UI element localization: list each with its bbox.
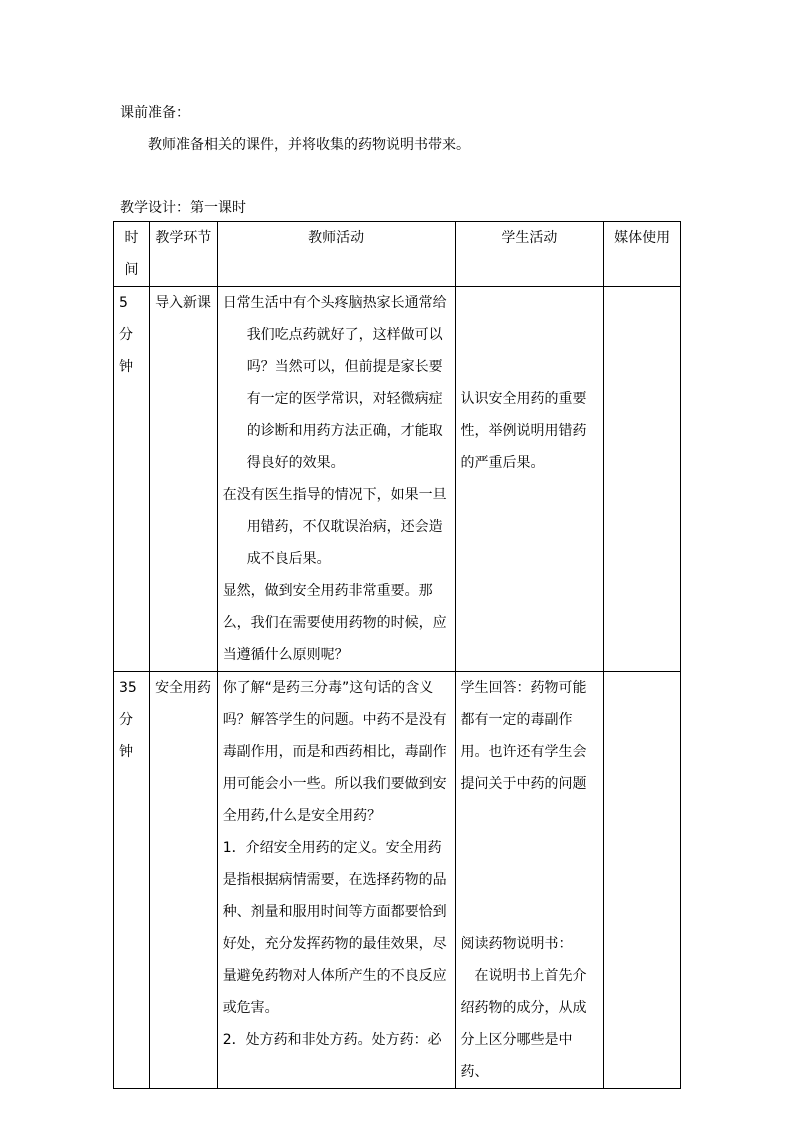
header-teacher: 教师活动: [217, 222, 455, 287]
prep-heading: 课前准备：: [120, 105, 190, 121]
teacher-paragraph: 2．处方药和非处方药。处方药：必: [222, 1032, 442, 1048]
teacher-paragraph: 显然，做到安全用药非常重要。那么，我们在需要使用药物的时候，应当遵循什么原则呢？: [222, 583, 447, 663]
design-heading: 教学设计：第一课时: [120, 200, 246, 216]
teacher-paragraph: 你了解“是药三分毒”这句话的含义吗？解答学生的问题。中药不是没有毒副作用，而是和西药相比，毒副作用可能会小一些。所以我们要做到安全用药,什么是安全用药？: [222, 680, 447, 824]
header-media: 媒体使用: [604, 222, 681, 287]
cell-time: 5 分钟: [114, 287, 150, 672]
student-paragraph: 在说明书上首先介绍药物的成分，从成分上区分哪些是中药、: [460, 968, 587, 1080]
table-header-row: [114, 222, 681, 287]
prep-body: 教师准备相关的课件，并将收集的药物说明书带来。: [148, 137, 470, 153]
student-paragraph: 阅读药物说明书：: [460, 936, 573, 952]
cell-time: 35 分钟: [114, 672, 150, 1089]
cell-media: [604, 287, 681, 672]
header-student: 学生活动: [455, 222, 604, 287]
cell-media: [604, 672, 681, 1089]
header-time: 时间: [114, 222, 150, 287]
cell-teacher: [217, 672, 455, 1089]
table-row: [114, 672, 681, 1089]
student-paragraph: 认识安全用药的重要性，举例说明用错药的严重后果。: [460, 391, 587, 471]
cell-step: 安全用药: [150, 672, 218, 1089]
cell-student: [455, 287, 604, 672]
teacher-paragraph: 1．介绍安全用药的定义。安全用药是指根据病情需要，在选择药物的品种、剂量和服用时间等方面都要恰到好处，充分发挥药物的最佳效果，尽量避免药物对人体所产生的不良反应或危害。: [222, 840, 447, 1016]
teacher-paragraph: 在没有医生指导的情况下，如果一旦用错药，不仅耽误治病，还会造成不良后果。: [222, 487, 447, 567]
cell-teacher: [217, 287, 455, 672]
cell-student: [455, 672, 604, 1089]
cell-step: 导入新课: [150, 287, 218, 672]
lesson-plan-table: [113, 221, 681, 1089]
header-step: 教学环节: [150, 222, 218, 287]
teacher-paragraph: 日常生活中有个头疼脑热家长通常给我们吃点药就好了，这样做可以吗？当然可以，但前提是家长要有一定的医学常识，对轻微病症的诊断和用药方法正确，才能取得良好的效果。: [222, 295, 447, 471]
student-paragraph: 学生回答：药物可能都有一定的毒副作用。也许还有学生会提问关于中药的问题: [460, 680, 587, 792]
table-row: [114, 287, 681, 672]
